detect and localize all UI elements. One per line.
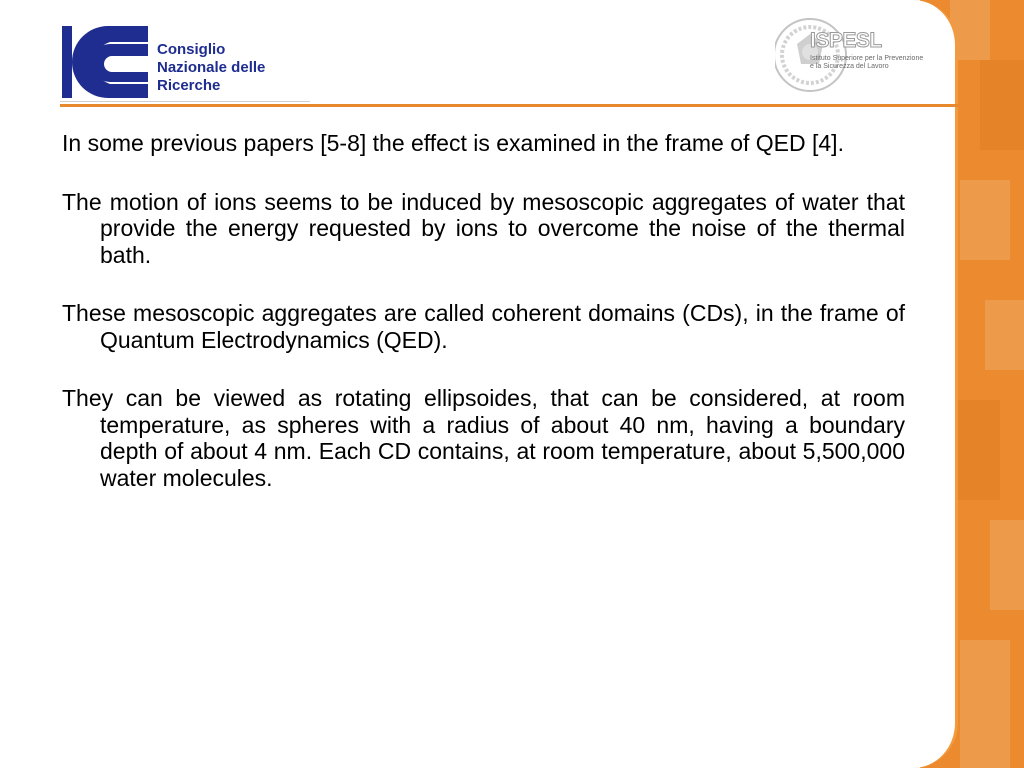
ispesl-subtitle — [810, 55, 923, 71]
cnr-name-line: Nazionale delle — [157, 59, 266, 76]
cnr-name — [157, 41, 265, 95]
ispesl-name: ISPESL — [810, 29, 882, 52]
cnr-name-line: Ricerche — [157, 77, 221, 94]
body-paragraph: The motion of ions seems to be induced by mesoscopic aggregates of water that provide the energy requested by ions to overcome the noise of the thermal bath. — [62, 188, 905, 268]
cnr-name-line: Consiglio — [157, 41, 226, 58]
ispesl-subtitle-line: e la Sicurezza del Lavoro — [810, 63, 889, 70]
body-paragraph: These mesoscopic aggregates are called coherent domains (CDs), in the frame of Quantum Electrodynamics (QED). — [62, 300, 905, 353]
header-divider-thin — [60, 101, 310, 102]
header-divider — [60, 104, 960, 107]
body-paragraph: In some previous papers [5-8] the effect is examined in the frame of QED [4]. — [62, 130, 844, 156]
slide-body — [62, 130, 905, 523]
ispesl-subtitle-line: Istituto Superiore per la Prevenzione — [810, 55, 924, 62]
body-paragraph: They can be viewed as rotating ellipsoides, that can be considered, at room temperature, as spheres with a radius of about 40 nm, having a boundary depth of about 4 nm. Each CD contains, at room temperature, about 5,500,000 water molecules. — [62, 385, 905, 491]
cnr-logo-icon — [60, 22, 155, 100]
